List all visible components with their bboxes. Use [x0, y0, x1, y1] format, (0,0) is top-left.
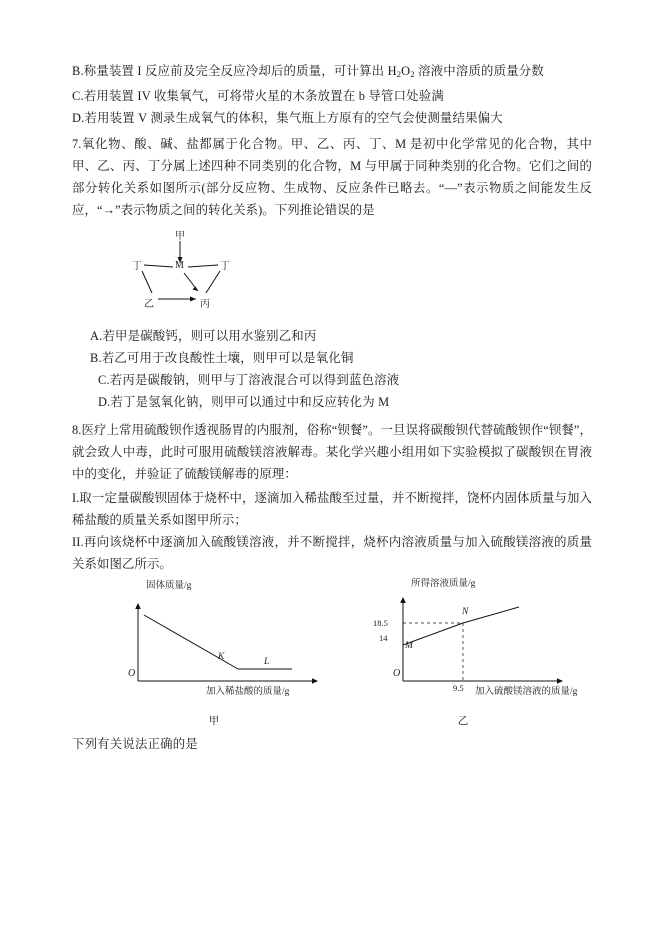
chart-jia — [114, 581, 329, 728]
conversion-diagram — [118, 227, 288, 319]
chart-yi-point-m: M — [405, 641, 413, 652]
q7-option-d: D.若丁是氢氧化钠，则甲可以通过中和反应转化为 M — [98, 395, 390, 410]
chart-yi-ytick-18-5: 18.5 — [373, 618, 388, 629]
option-b-line — [72, 60, 592, 85]
chart-yi-ylabel: 所得溶液质量/g — [411, 579, 476, 590]
document-content — [72, 60, 592, 755]
question-7 — [72, 133, 592, 221]
chart-jia-point-l: L — [264, 657, 270, 668]
chart-yi-xlabel: 加入硫酸镁溶液的质量/g — [475, 687, 578, 698]
q8-step-2: II.再向该烧杯中逐滴加入硫酸镁溶液，并不断搅拌，烧杯内溶液质量与加入硫酸镁溶液的质量关系如图乙所示。 — [72, 535, 592, 572]
chart-yi-xtick-9-5: 9.5 — [453, 683, 464, 694]
q8-step-1: I.取一定量碳酸钡固体于烧杯中，逐滴加入稀盐酸至过量，并不断搅拌，饶杯内固体质量与加入稀盐酸的质量关系如图甲所示； — [72, 491, 592, 528]
chart-jia-caption: 甲 — [208, 716, 220, 728]
diagram-node-ding-right: 丁 — [220, 261, 230, 273]
chart-yi — [363, 579, 578, 728]
chart-yi-ytick-14: 14 — [379, 633, 388, 644]
option-d-line: D.若用装置 V 测录生成氧气的体积，集气瓶上方原有的空气会使测量结果偏大 — [72, 111, 503, 126]
diagram-node-jia: 甲 — [175, 231, 185, 243]
q7-option-c: C.若丙是碳酸钠，则甲与丁溶液混合可以得到蓝色溶液 — [98, 373, 400, 388]
option-b-text: B.称量装置 I 反应前及完全反应冷却后的质量，可计算出 $H_2O_2$ 溶液中溶质的质量分数 — [72, 64, 544, 80]
question-8-stem: 医疗上常用硫酸钡作透视肠胃的内服剂，俗称“钡餐”。一旦误将碳酸钡代替硫酸钡作“钡餐”，就会致人中毒，此时可服用硫酸镁溶液解毒。某化学兴趣小组用如下实验模拟了碳酸钡在胃液中的变化，并验证了硫酸镁解毒的原理： — [72, 423, 592, 482]
question-7-stem: 氧化物、酸、碱、盐都属于化合物。甲、乙、丙、丁、M 是初中化学常见的化合物，其中甲、乙、丙、丁分属上述四种不同类别的化合物，M 与甲属于同种类别的化合物。它们之间的部分转化关系如图所示(部分反应物、生成物、反应条件已略去。“—”表示物质之间能发生反应，“→”表示物质之间的转化关系)。下列推论错误的是 — [72, 137, 592, 218]
q8-tail-text: 下列有关说法正确的是 — [72, 737, 198, 752]
q7-option-a: A.若甲是碳酸钙，则可以用水鉴别乙和丙 — [90, 329, 317, 344]
chart-jia-svg — [114, 589, 329, 694]
chart-jia-xlabel: 加入稀盐酸的质量/g — [206, 687, 290, 698]
chart-jia-ylabel: 固体质量/g — [146, 581, 192, 592]
q7-option-b: B.若乙可用于改良酸性土壤，则甲可以是氧化铜 — [90, 351, 354, 366]
diagram-node-m: M — [175, 260, 184, 272]
question-8-number: 8. — [72, 423, 82, 438]
chart-jia-origin: O — [128, 668, 136, 680]
chart-yi-caption: 乙 — [457, 716, 469, 728]
diagram-node-yi: 乙 — [144, 299, 154, 311]
option-c-line: C.若用装置 IV 收集氧气，可将带火星的木条放置在 b 导管口处验满 — [72, 89, 444, 104]
diagram-node-ding-left: 丁 — [132, 261, 142, 273]
diagram-node-bing: 丙 — [200, 299, 210, 311]
question-7-number: 7. — [72, 137, 82, 152]
chart-jia-point-k: K — [218, 652, 225, 663]
chart-yi-origin: O — [393, 668, 401, 680]
question-8 — [72, 419, 592, 485]
charts-row — [114, 579, 592, 728]
chart-yi-point-n: N — [462, 607, 469, 618]
